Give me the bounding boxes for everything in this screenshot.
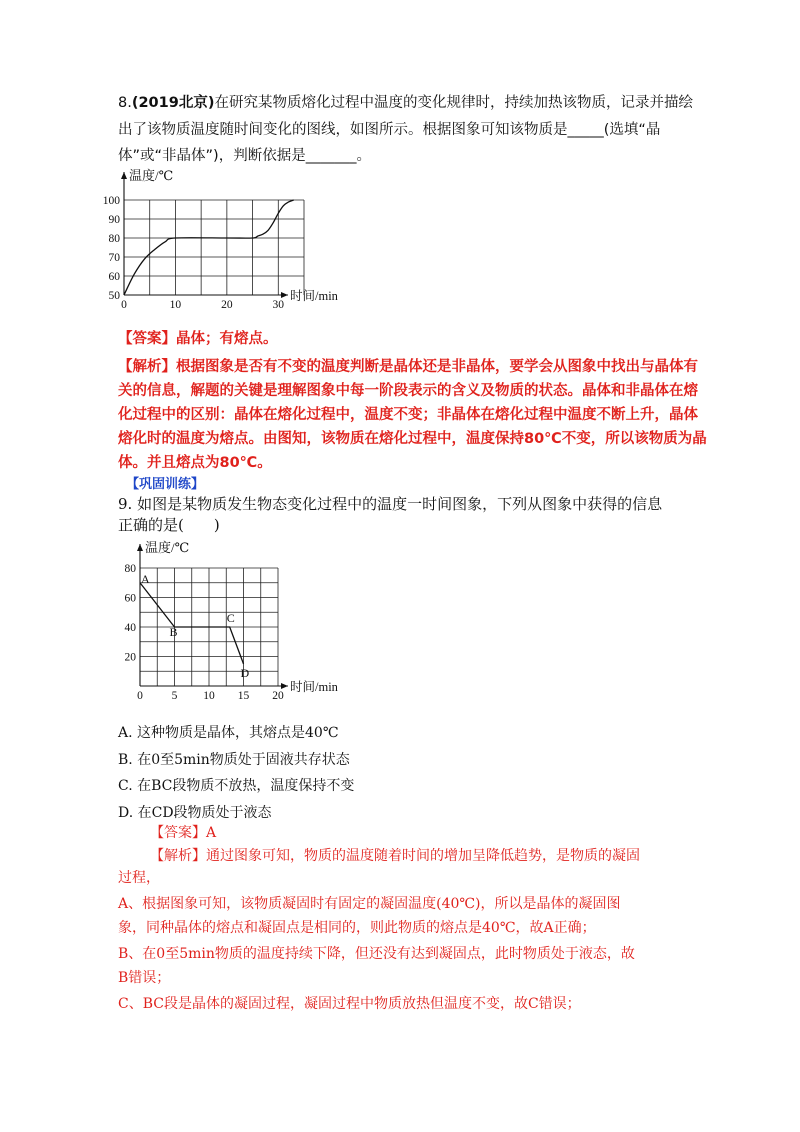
y-tick-label: 20 (124, 651, 136, 664)
point-label-d: D (240, 665, 250, 680)
q9-option-b: B. 在0至5min物质处于固液共存状态 (118, 752, 350, 768)
point-label-b: B (169, 625, 178, 639)
x-tick-label: 15 (237, 690, 250, 702)
x-tick-label: 20 (221, 299, 233, 311)
q9-option-c: C. 在BC段物质不放热，温度保持不变 (118, 778, 355, 794)
q9-option-a: A. 这种物质是晶体，其熔点是40℃ (118, 725, 339, 741)
q8-source: (2019北京) (131, 95, 215, 111)
point-label-c: C (226, 611, 235, 625)
q8-line-3: 体”或“非晶体”)，判断依据是_______。 (118, 148, 371, 164)
melting-chart (96, 166, 356, 326)
x-tick-label: 10 (169, 299, 182, 311)
q8-answer: 【答案】晶体；有熔点。 (118, 331, 278, 347)
q8-line1-rest: 在研究某物质熔化过程中温度的变化规律时，持续加热该物质，记录并描绘 (214, 95, 693, 111)
q9-analysis-line-2: 过程， (118, 870, 160, 886)
q8-analysis-line-5: 体。并且熔点为80℃。 (118, 455, 272, 471)
y-axis-title: 温度/℃ (145, 540, 190, 555)
q9-analysis-line-4: 象，同种晶体的熔点和凝固点是相同的，则此物质的熔点是40℃，故A正确； (118, 920, 596, 936)
y-tick-label: 100 (102, 195, 120, 207)
y-tick-label: 60 (124, 592, 136, 605)
point-label-a: A (141, 571, 150, 586)
x-tick-label: 30 (272, 299, 285, 311)
section-title: 【巩固训练】 (126, 477, 205, 492)
q9-analysis-line-3: A、根据图象可知，该物质凝固时有固定的凝固温度(40℃)，所以是晶体的凝固图 (118, 896, 621, 912)
q9-stem-line-2: 正确的是( ) (118, 516, 220, 534)
q9-analysis-line-7: C、BC段是晶体的凝固过程，凝固过程中物质放热但温度不变，故C错误； (118, 996, 581, 1012)
q9-option-d: D. 在CD段物质处于液态 (118, 805, 272, 821)
y-tick-label: 40 (124, 622, 136, 634)
q8-analysis-line-2: 关的信息，解题的关键是理解图象中每一阶段表示的含义及物质的状态。晶体和非晶体在熔 (118, 383, 698, 399)
y-axis-title: 温度/℃ (129, 168, 174, 183)
y-axis-arrow (121, 172, 127, 179)
q8-analysis-line-1: 【解析】根据图象是否有不变的温度判断是晶体还是非晶体，要学会从图象中找出与晶体有 (118, 359, 698, 375)
q9-stem-line-1: 9. 如图是某物质发生物态变化过程中的温度一时间图象，下列从图象中获得的信息 (118, 495, 663, 513)
q8-analysis-line-4: 熔化时的温度为熔点。由图知，该物质在熔化过程中，温度保持80℃不变，所以该物质为晶 (118, 431, 707, 447)
q9-analysis-line-6: B错误； (118, 970, 171, 986)
y-tick-label: 50 (108, 290, 120, 302)
x-tick-label: 10 (203, 690, 215, 702)
q8-analysis-line-3: 化过程中的区别：晶体在熔化过程中，温度不变；非晶体在熔化过程中温度不断上升，晶体 (118, 407, 698, 423)
x-axis-title: 时间/min (290, 680, 338, 694)
x-tick-label: 0 (137, 690, 143, 702)
y-tick-label: 80 (108, 233, 120, 245)
x-axis-title: 时间/min (290, 289, 338, 303)
x-tick-label: 20 (272, 690, 284, 702)
solidification-chart (110, 538, 350, 714)
x-axis-arrow (281, 292, 288, 298)
y-tick-label: 80 (124, 563, 136, 575)
x-tick-label: 0 (121, 299, 127, 311)
q9-answer: 【答案】A (150, 825, 217, 841)
y-tick-label: 70 (108, 252, 120, 264)
q8-line-1 (118, 93, 693, 113)
q9-analysis-line-5: B、在0至5min物质的温度持续下降，但还没有达到凝固点，此时物质处于液态，故 (118, 946, 635, 962)
y-tick-label: 60 (108, 271, 120, 283)
x-tick-label: 5 (171, 690, 178, 702)
x-axis-arrow (281, 683, 288, 689)
q8-number: 8. (118, 95, 132, 111)
q8-line-2: 出了该物质温度随时间变化的图线，如图所示。根据图象可知该物质是_____(选填“晶 (118, 122, 661, 138)
y-tick-label: 90 (108, 214, 120, 226)
y-axis-arrow (137, 544, 143, 551)
q9-analysis-line-1: 【解析】通过图象可知，物质的温度随着时间的增加呈降低趋势，是物质的凝固 (150, 848, 640, 864)
